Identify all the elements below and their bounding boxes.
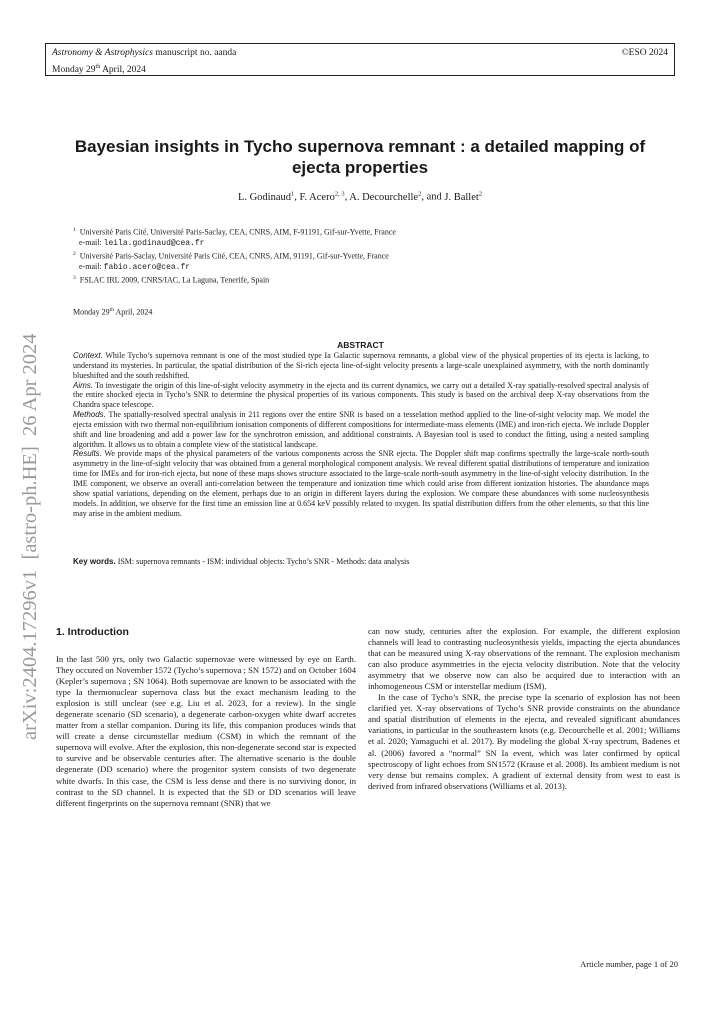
arxiv-stamp	[8, 300, 48, 740]
journal-name: Astronomy & Astrophysics	[52, 48, 153, 58]
page-footer: Article number, page 1 of 20	[580, 959, 678, 969]
column-left	[56, 654, 356, 809]
abstract-methods: Methods. The spatially-resolved spectral analysis in 211 regions over the entire SNR is based on a tesselation method applied to the line-of-sight velocity map. We model the ejecta emission with two thermal non-equilibrium ionisation components of different compositions for intermediate-mass elements (IME) and iron-rich ejecta. We include Doppler shift and line broadening and add a power law for the synchrotron emission, and additional constraints. A Bayesian tool is used to conduct the fitting, using a nested sampling algorithm. It allows us to obtain a complete view of the statistical landscape.	[73, 410, 649, 449]
keywords: Key words. ISM: supernova remnants - ISM: individual objects: Tycho’s SNR - Methods: data analysis	[73, 557, 410, 566]
author-2: F. Acero$^{2, 3}$	[299, 190, 345, 203]
abstract-heading: ABSTRACT	[337, 340, 384, 350]
paragraph: can now study, centuries after the explosion. For example, the different explosion channels will lead to contrasting nucleosynthesis yields, impacting the ejecta abundances that can be measured using X-ray observations of the remnant. The explosion mechanism can also produce asymmetries in the ejecta velocity distribution. Note that the velocity asymmetry that we observe now can also be acquired due to interaction with an inhomogeneous CSM or interstellar medium (ISM).	[368, 626, 680, 692]
paper-title: Bayesian insights in Tycho supernova remnant : a detailed mapping of ejecta properties	[74, 137, 646, 177]
abstract-aims: Aims. To investigate the origin of this line-of-sight velocity asymmetry in the ejecta and its current dynamics, we carry out a detailed X-ray spatially-resolved spectral analysis of the entire shocked ejecta in Tycho’s SNR to determine the physical properties of its various components. This study is based on the archival deep X-ray observations from the Chandra space telescope.	[73, 380, 649, 410]
author-3: A. Decourchelle$^2$	[349, 190, 422, 203]
header-date: Monday 29th April, 2024	[52, 64, 146, 76]
column-right	[368, 626, 680, 792]
affiliation-3: $^3$ FSLAC IRL 2009, CNRS/IAC, La Laguna, Tenerife, Spain	[73, 275, 270, 285]
journal-line	[52, 47, 236, 59]
affiliation-1: $^1$ Université Paris Cité, Université Paris-Saclay, CEA, CNRS, AIM, F-91191, Gif-sur-Yvette, France e-mail: leila.godinaud@cea.fr	[73, 227, 396, 249]
manuscript-header	[45, 43, 675, 76]
author-4: J. Ballet$^2$	[444, 190, 483, 203]
paragraph: In the case of Tycho’s SNR, the precise type Ia scenario of explosion has not been clarified yet. X-ray observations of Tycho’s SNR provide constraints on the abundance and spatial distribution of elements in the ejecta, and revealed significant abundances variations, in particular in the southeastern knots (e.g. Decourchelle et al. 2001; Williams et al. 2020; Yamaguchi et al. 2017). By modeling the global X-ray spectrum, Badenes et al. (2006) favored a “normal” SN Ia event, which was later confirmed by optical spectroscopy of light echoes from SN1572 (Krause et al. 2008). Its ambient medium is not very dense but remains complex. A gradient of external density from west to east is derived from infrared observations (Williams et al. 2013).	[368, 692, 680, 791]
manuscript-id: manuscript no. aanda	[152, 48, 237, 58]
copyright: ©ESO 2024	[621, 48, 668, 58]
affiliation-2: $^2$ Université Paris-Saclay, Université Paris Cité, CEA, CNRS, AIM, 91191, Gif-sur-Yvette, France e-mail: fabio.acero@cea.fr	[73, 251, 389, 273]
email-link[interactable]: fabio.acero@cea.fr	[103, 263, 191, 273]
abstract-body	[73, 351, 649, 518]
email-link[interactable]: leila.godinaud@cea.fr	[103, 239, 205, 249]
abstract-context: Context. While Tycho’s supernova remnant is one of the most studied type Ia Galactic supernova remnants, a global view of the physical properties of its ejecta is lacking, to understand its mysteries. In particular, the spatial distribution of the Si-rich ejecta line-of-sight velocity presents a large-scale unexplained asymmetry, with the north dominantly blueshifted and the south redshifted.	[73, 351, 649, 380]
arxiv-id: arXiv:2404.17296v1 [astro-ph.HE] 26 Apr 2024	[19, 333, 41, 740]
author-1: L. Godinaud$^1$	[237, 190, 295, 203]
section-heading: 1. Introduction	[56, 626, 129, 638]
received-date: Monday 29th April, 2024	[73, 307, 153, 317]
paragraph: In the last 500 yrs, only two Galactic supernovae were witnessed by eye on Earth. They occured on November 1572 (Tycho’s supernova ; SN 1572) and on October 1604 (Kepler’s supernova ; SN 1064). Both supernovae are known to be associated with the type Ia thermonuclear supernova class but the exact mechanism leading to the explosion is still unclear (see e.g. Liu et al. 2023, for a review). In the single degenerate scenario (SD scenario), a degenerate carbon-oxygen white dwarf accretes matter from a stellar companion. During its life, this companion produces winds that will create a dense circumstellar medium (CSM) in which the remnant of the supernova will evolve. After the explosion, this non-degenerate second star is expected to survive and be observable centuries after. The alternative scenario is the double degenerate (DD scenario) where the progenitor system consists of two degenerate white dwarfs. In this case, the CSM is less dense and there is no surviving donor, in contrast to the SD channel. It is expected that the SD or DD scenarios will leave different fingerprints on the supernova remnant (SNR) that we	[56, 654, 356, 808]
author-list: L. Godinaud$^1$, F. Acero$^{2, 3}$, A. Decourchelle$^2$, and J. Ballet$^2$	[237, 190, 483, 203]
abstract-results: Results. We provide maps of the physical parameters of the various components across the SNR ejecta. The Doppler shift map confirms spectrally the large-scale north-south asymmetry in the line-of-sight velocity that was obtained from a general morphological component analysis. We reveal different spatial distributions of temperature and ionization time for IMEs and for iron-rich ejecta, but none of these maps shows structure associated to the large-scale north-south asymmetry in the line-of-sight velocity distribution. In the IME component, we observe an overall anti-correlation between the temperature and ionization time which could arise from different ionization histories. The abundance maps show spatial variations, depending on the element, perhaps due to an origin in different layers during the explosion. We compare these abundances with some nucleosynthesis models. In addition, we observe for the first time an emission line at 0.654 keV possibly related to oxygen. Its spatial distribution differs from the other elements, so that this line may arise in the ambient medium.	[73, 449, 649, 518]
